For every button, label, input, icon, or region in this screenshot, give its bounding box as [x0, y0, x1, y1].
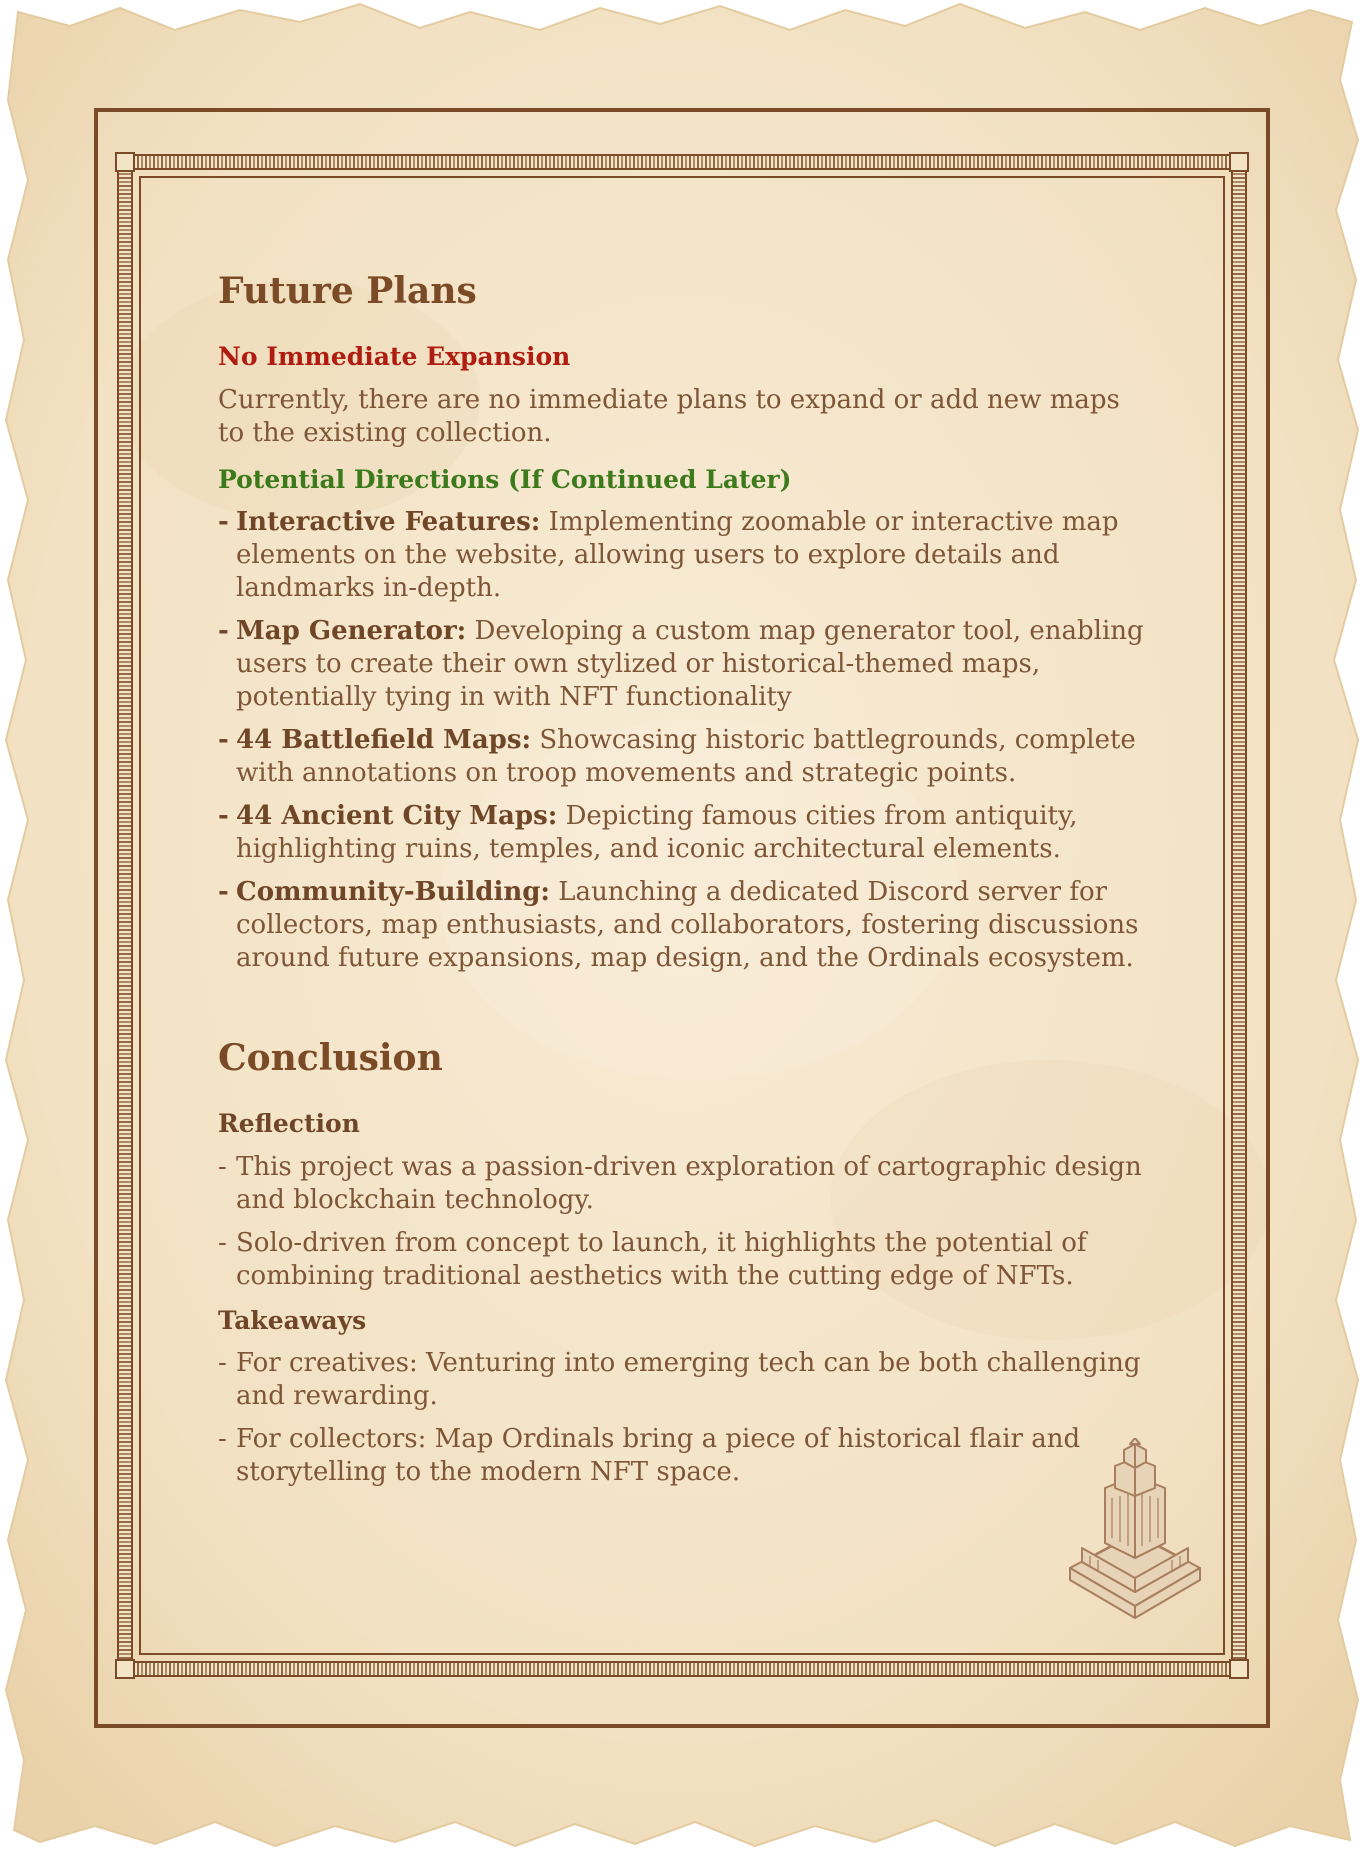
- bullet-dash: -: [218, 507, 229, 538]
- item-text: Launching a dedicated Discord server for collectors, map enthusiasts, and collaborators, fostering discussions around future expansions, map design, and the Ordinals ecosystem.: [236, 877, 1139, 974]
- item-label: 44 Ancient City Maps:: [236, 801, 558, 832]
- list-item: [218, 724, 1148, 790]
- takeaways-heading: Takeaways: [218, 1305, 367, 1335]
- item-text: Implementing zoomable or interactive map elements on the website, allowing users to explore details and landmarks in-depth.: [236, 507, 1119, 604]
- bullet-dash: -: [218, 1348, 227, 1379]
- item-label: Community-Building:: [236, 877, 551, 908]
- rope-border-left: [118, 155, 132, 1676]
- bullet-dash: -: [218, 725, 229, 756]
- potential-directions-heading: Potential Directions (If Continued Later): [218, 464, 792, 494]
- list-item: [218, 506, 1148, 605]
- potential-directions-list: [218, 506, 1148, 975]
- bullet-dash: -: [218, 877, 229, 908]
- list-item: [218, 800, 1148, 866]
- item-text: Depicting famous cities from antiquity, highlighting ruins, temples, and iconic architectural elements.: [236, 801, 1078, 865]
- no-expansion-text: Currently, there are no immediate plans to expand or add new maps to the existing collection.: [218, 384, 1120, 448]
- list-item: [218, 876, 1148, 975]
- bullet-dash: -: [218, 616, 229, 647]
- list-item: [218, 1347, 1148, 1413]
- lighthouse-tower-illustration: [1060, 1438, 1210, 1623]
- item-text: Solo-driven from concept to launch, it highlights the potential of combining traditional aesthetics with the cutting edge of NFTs.: [236, 1227, 1087, 1291]
- bullet-dash: -: [218, 1424, 227, 1455]
- rope-border-right: [1232, 155, 1246, 1676]
- takeaways-list: [218, 1347, 1148, 1489]
- list-item: [218, 1423, 1148, 1489]
- list-item: [218, 615, 1148, 714]
- item-text: For creatives: Venturing into emerging tech can be both challenging and rewarding.: [236, 1348, 1141, 1412]
- rope-border-top: [118, 155, 1246, 169]
- bullet-dash: -: [218, 801, 229, 832]
- item-label: 44 Battlefield Maps:: [236, 725, 532, 756]
- future-plans-title: Future Plans: [218, 270, 477, 312]
- bullet-dash: -: [218, 1227, 227, 1258]
- no-expansion-heading: No Immediate Expansion: [218, 342, 571, 372]
- bullet-dash: -: [218, 1151, 227, 1182]
- item-text: For collectors: Map Ordinals bring a piece of historical flair and storytelling to the modern NFT space.: [236, 1424, 1081, 1488]
- reflection-heading: Reflection: [218, 1109, 360, 1139]
- item-text: Showcasing historic battlegrounds, complete with annotations on troop movements and strategic points.: [236, 725, 1136, 789]
- item-text: This project was a passion-driven exploration of cartographic design and blockchain technology.: [236, 1151, 1142, 1215]
- item-text: Developing a custom map generator tool, enabling users to create their own stylized or historical-themed maps, potentially tying in with NFT functionality: [236, 616, 1144, 713]
- list-item: [218, 1227, 1148, 1293]
- reflection-list: [218, 1151, 1148, 1293]
- list-item: [218, 1151, 1148, 1217]
- item-label: Map Generator:: [236, 616, 467, 647]
- conclusion-title: Conclusion: [218, 1037, 443, 1080]
- rope-border-bottom: [118, 1662, 1246, 1676]
- item-label: Interactive Features:: [236, 507, 541, 538]
- document-content: [218, 270, 1148, 1499]
